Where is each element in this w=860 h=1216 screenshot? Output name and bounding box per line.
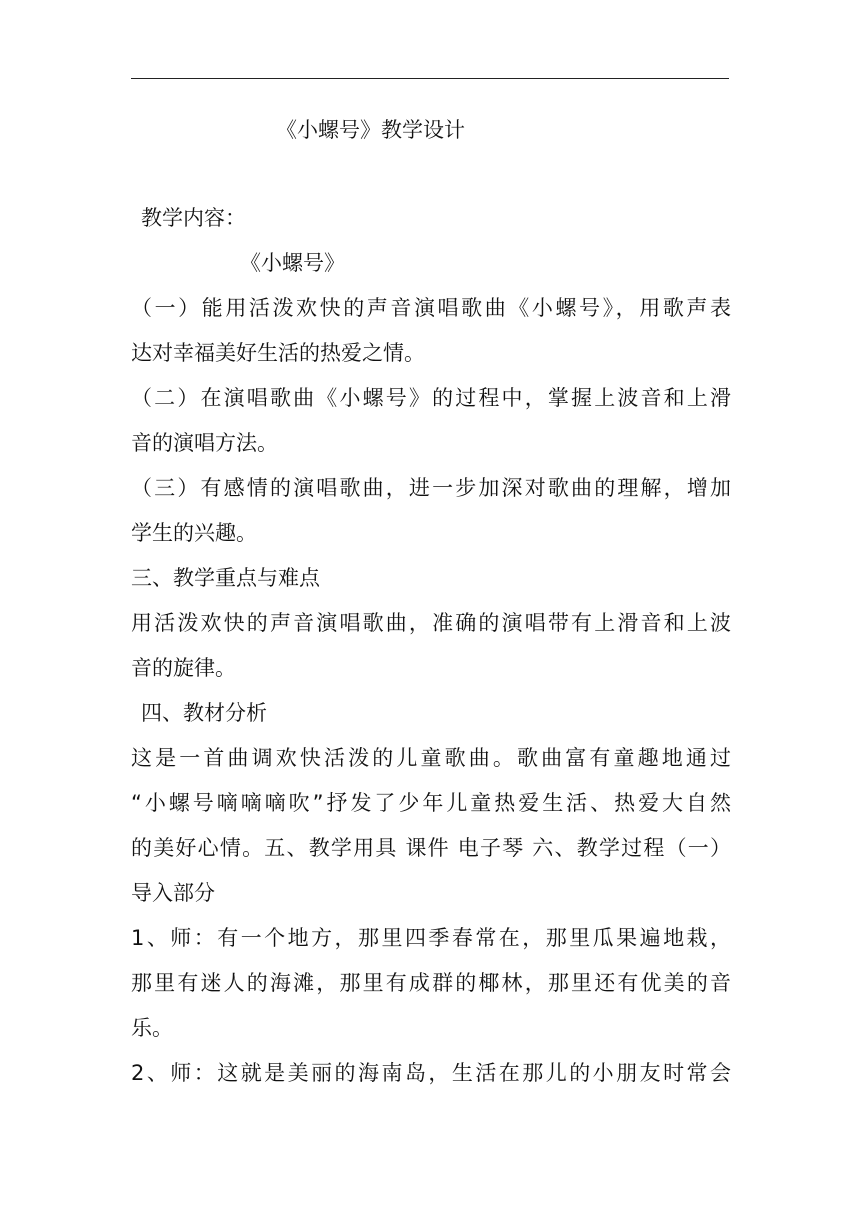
step-2-line-1: 2、师：这就是美丽的海南岛，生活在那儿的小朋友时常会 <box>131 1061 731 1085</box>
section-4-heading: 四、教材分析 <box>141 701 267 725</box>
goal-2-line-2: 音的演唱方法。 <box>131 431 278 455</box>
section-4-line-2: “小螺号嘀嘀嘀吹”抒发了少年儿童热爱生活、热爱大自然 <box>131 791 731 815</box>
content-song: 《小螺号》 <box>240 251 345 275</box>
section-4-line-1: 这是一首曲调欢快活泼的儿童歌曲。歌曲富有童趣地通过 <box>131 746 731 770</box>
step-1-line-3: 乐。 <box>131 1016 173 1040</box>
goal-1-line-2: 达对幸福美好生活的热爱之情。 <box>131 341 425 365</box>
header-rule <box>131 78 729 79</box>
goal-1-line-1: （一）能用活泼欢快的声音演唱歌曲《小螺号》，用歌声表 <box>131 296 731 320</box>
section-3-heading: 三、教学重点与难点 <box>131 566 320 590</box>
section-4-line-4: 导入部分 <box>131 881 215 905</box>
step-1-line-1: 1、师：有一个地方，那里四季春常在，那里瓜果遍地栽， <box>131 926 731 950</box>
section-4-line-3: 的美好心情。五、教学用具 课件 电子琴 六、教学过程（一） <box>131 836 731 860</box>
goal-3-line-2: 学生的兴趣。 <box>131 521 257 545</box>
section-3-line-1: 用活泼欢快的声音演唱歌曲，准确的演唱带有上滑音和上波 <box>131 611 731 635</box>
goal-2-line-1: （二）在演唱歌曲《小螺号》的过程中，掌握上波音和上滑 <box>131 386 731 410</box>
section-3-line-2: 音的旋律。 <box>131 656 236 680</box>
document-title: 《小螺号》教学设计 <box>276 118 465 142</box>
step-1-line-2: 那里有迷人的海滩，那里有成群的椰林，那里还有优美的音 <box>131 971 731 995</box>
goal-3-line-1: （三）有感情的演唱歌曲，进一步加深对歌曲的理解，增加 <box>131 476 731 500</box>
section-content-label: 教学内容： <box>141 206 246 230</box>
